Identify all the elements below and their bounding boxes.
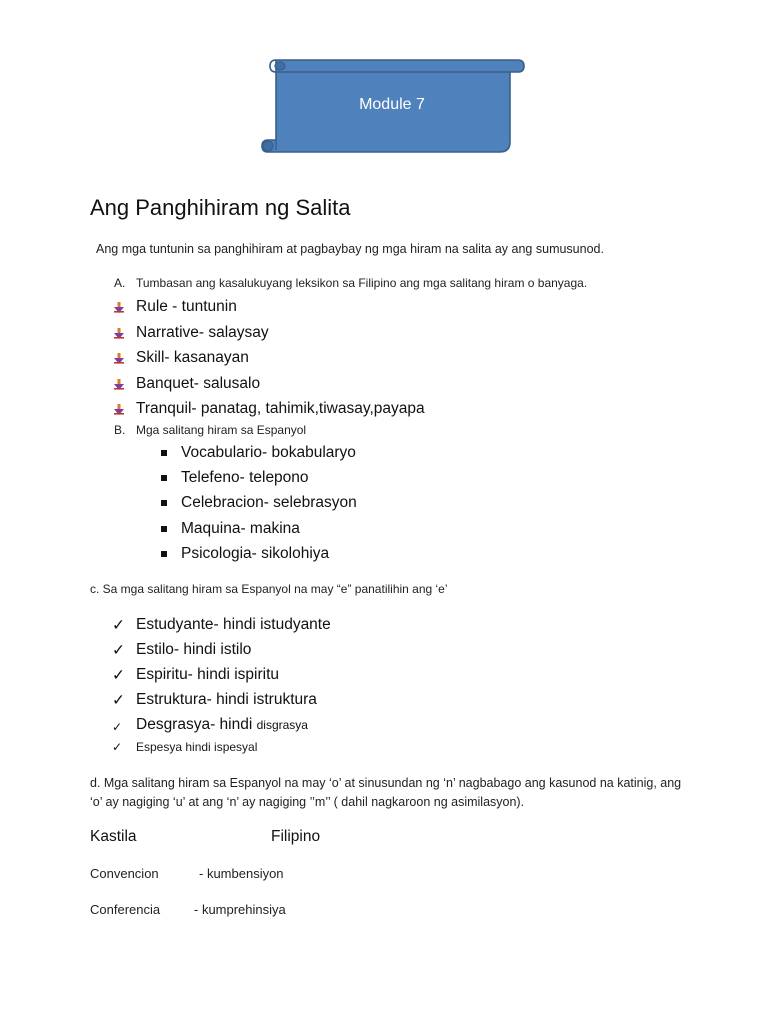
item-text: Telefeno- telepono <box>181 469 309 487</box>
row-kastila: Conferencia <box>90 902 161 917</box>
list-item <box>158 543 357 568</box>
section-c-list <box>112 614 331 757</box>
item-text: Banquet- salusalo <box>136 374 261 392</box>
list-item <box>158 518 357 543</box>
item-text: Estruktura- hindi istruktura <box>136 691 317 708</box>
arrow-bullet-icon <box>114 302 124 314</box>
list-item <box>112 398 425 424</box>
section-b-list <box>158 442 357 568</box>
section-a-letter: A. <box>114 276 126 290</box>
column-heading-kastila: Kastila <box>90 828 137 845</box>
banner-label: Module 7 <box>359 96 425 113</box>
arrow-bullet-icon <box>114 379 124 391</box>
section-a-heading-text: Tumbasan ang kasalukuyang leksikon sa Filipino ang mga salitang hiram o banyaga. <box>136 276 588 290</box>
section-b-heading <box>114 423 306 437</box>
column-heading-filipino: Filipino <box>271 828 321 845</box>
row-kastila: Convencion <box>90 866 159 881</box>
check-icon: ✓ <box>112 666 125 684</box>
list-item <box>158 492 357 517</box>
item-text: Skill- kasanayan <box>136 349 249 366</box>
item-text: Estilo- hindi istilo <box>136 641 252 658</box>
item-text: Psicologia- sikolohiya <box>181 544 330 562</box>
module-banner <box>258 56 526 156</box>
intro-text: Ang mga tuntunin sa panghihiram at pagbaybay ng mga hiram na salita ay ang sumusunod. <box>96 242 604 256</box>
list-item <box>112 614 331 639</box>
section-d-paragraph: d. Mga salitang hiram sa Espanyol na may ‘o’ at sinusundan ng ‘n’ nagbabago ang kasunod na katinig, ang ‘o’ ay nagiging ‘u’ at ang ‘n’ ay nagiging ’’m’’ ( dahil nagkaroon ng asimilasyon). <box>90 776 682 809</box>
list-item <box>112 664 331 689</box>
item-text: Tranquil- panatag, tahimik,tiwasay,payapa <box>136 400 425 417</box>
section-c-heading: c. Sa mga salitang hiram sa Espanyol na may “e” panatilihin ang ‘e’ <box>90 582 448 596</box>
arrow-bullet-icon <box>114 404 124 416</box>
list-item <box>112 296 425 322</box>
item-text-small: disgrasya <box>256 718 308 732</box>
page-title: Ang Panghihiram ng Salita <box>90 195 351 220</box>
check-icon: ✓ <box>112 740 123 754</box>
row-filipino: - kumprehinsiya <box>194 902 286 917</box>
square-bullet-icon <box>161 500 167 506</box>
square-bullet-icon <box>161 551 167 557</box>
item-text: Desgrasya- hindi <box>136 716 257 733</box>
item-text: Narrative- salaysay <box>136 323 269 341</box>
check-icon: ✓ <box>112 641 125 659</box>
item-text: Celebracion- selebrasyon <box>181 494 357 512</box>
item-text: Espiritu- hindi ispiritu <box>136 666 279 683</box>
section-a-list <box>112 296 425 424</box>
square-bullet-icon <box>161 450 167 456</box>
section-b-heading-text: Mga salitang hiram sa Espanyol <box>136 423 307 437</box>
list-item <box>112 373 425 399</box>
list-item <box>112 322 425 348</box>
check-icon: ✓ <box>112 720 123 734</box>
item-text: Espesya hindi ispesyal <box>136 740 258 754</box>
list-item <box>112 714 331 737</box>
row-filipino: - kumbensiyon <box>199 866 284 881</box>
section-a-heading <box>114 276 587 290</box>
item-text: Estudyante- hindi istudyante <box>136 616 331 633</box>
item-text: Rule - tuntunin <box>136 298 237 315</box>
square-bullet-icon <box>161 475 167 481</box>
check-icon: ✓ <box>112 616 125 634</box>
item-text: Maquina- makina <box>181 519 300 537</box>
square-bullet-icon <box>161 526 167 532</box>
arrow-bullet-icon <box>114 328 124 340</box>
list-item <box>112 689 331 714</box>
list-item <box>112 639 331 664</box>
list-item <box>112 347 425 373</box>
item-text: Vocabulario- bokabularyo <box>181 444 356 461</box>
list-item <box>112 737 331 757</box>
list-item <box>158 467 357 492</box>
section-b-letter: B. <box>114 423 126 437</box>
check-icon: ✓ <box>112 691 125 709</box>
list-item <box>158 442 357 467</box>
arrow-bullet-icon <box>114 353 124 365</box>
